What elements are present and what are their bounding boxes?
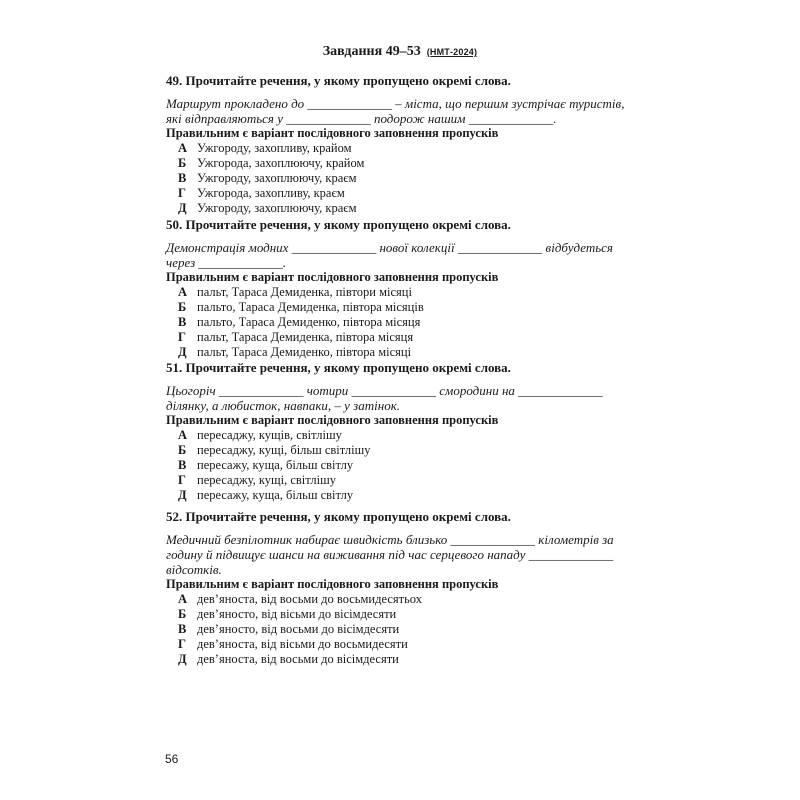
option-v — [178, 171, 626, 186]
option-letter: А — [178, 285, 188, 299]
option-letter: Д — [178, 201, 187, 215]
option-text: Ужгороду, захопливу, крайом — [197, 141, 352, 155]
option-letter: Г — [178, 637, 186, 651]
option-v — [178, 622, 626, 637]
option-v — [178, 458, 626, 473]
task-title: 51. Прочитайте речення, у якому пропущено окремі слова. — [166, 360, 511, 375]
option-h — [178, 637, 626, 652]
task-instruction: Правильним є варіант послідовного заповнення пропусків — [166, 270, 499, 284]
option-h — [178, 473, 626, 488]
option-letter: Д — [178, 345, 187, 359]
option-text: дев’яносто, від вісьми до вісімдесяти — [197, 607, 397, 621]
option-text: дев’яноста, від восьми до вісімдесяти — [197, 652, 399, 666]
options-list — [166, 285, 626, 360]
option-letter: А — [178, 141, 188, 155]
option-text: пальт, Тараса Демиденка, півтора місяця — [197, 330, 414, 344]
option-letter: В — [178, 171, 187, 185]
task-title: 49. Прочитайте речення, у якому пропущено окремі слова. — [166, 73, 511, 88]
option-letter: В — [178, 622, 187, 636]
option-a — [178, 592, 626, 607]
option-text: дев’яносто, від восьми до вісімдесяти — [197, 622, 400, 636]
option-letter: Г — [178, 330, 186, 344]
option-text: дев’яноста, від вісьми до восьмидесяти — [197, 637, 408, 651]
option-text: дев’яноста, від восьми до восьмидесятьох — [197, 592, 422, 606]
option-letter: Г — [178, 186, 186, 200]
option-b — [178, 443, 626, 458]
options-list — [166, 428, 626, 503]
page-title: Завдання 49–53 — [322, 44, 421, 59]
task-title: 50. Прочитайте речення, у якому пропущено окремі слова. — [166, 217, 511, 232]
task-instruction: Правильним є варіант послідовного заповнення пропусків — [166, 413, 499, 427]
options-list — [166, 592, 626, 667]
option-letter: В — [178, 458, 187, 472]
option-d — [178, 652, 626, 667]
option-h — [178, 186, 626, 201]
option-text: пересажу, куща, більш світлу — [197, 488, 354, 502]
option-text: пересажу, куща, більш світлу — [197, 458, 354, 472]
page-header — [0, 44, 800, 60]
option-letter: Б — [178, 156, 187, 170]
option-b — [178, 607, 626, 622]
task-title: 52. Прочитайте речення, у якому пропущено окремі слова. — [166, 509, 511, 524]
option-text: Ужгороду, захоплюючу, краєм — [197, 171, 357, 185]
option-letter: Д — [178, 488, 187, 502]
task-instruction: Правильним є варіант послідовного заповнення пропусків — [166, 577, 499, 591]
option-text: пальт, Тараса Демиденко, півтора місяці — [197, 345, 412, 359]
option-letter: Б — [178, 443, 187, 457]
task-sentence: Маршрут прокладено до _____________ – міста, що першим зустрічає туристів, які відправляються у _____________ подорож нашим _____________. — [166, 96, 625, 126]
options-list — [166, 141, 626, 216]
option-d — [178, 488, 626, 503]
task-50 — [166, 217, 626, 360]
option-letter: Б — [178, 300, 187, 314]
option-text: Ужгорода, захоплюючу, крайом — [197, 156, 365, 170]
task-52 — [166, 509, 626, 667]
option-text: пальт, Тараса Демиденка, півтори місяці — [197, 285, 412, 299]
task-sentence: Цьогоріч _____________ чотири _____________ смородини на _____________ ділянку, а любисток, навпаки, – у затінок. — [166, 383, 603, 413]
option-text: пальто, Тараса Демиденка, півтора місяців — [197, 300, 424, 314]
option-text: пересаджу, кущів, світлішу — [197, 428, 342, 442]
option-letter: Д — [178, 652, 187, 666]
task-instruction: Правильним є варіант послідовного заповнення пропусків — [166, 126, 499, 140]
option-letter: В — [178, 315, 187, 329]
option-v — [178, 315, 626, 330]
option-a — [178, 428, 626, 443]
option-text: Ужгороду, захоплюючу, краєм — [197, 201, 357, 215]
option-a — [178, 285, 626, 300]
option-letter: Б — [178, 607, 187, 621]
option-a — [178, 141, 626, 156]
option-text: пальто, Тараса Демиденко, півтора місяця — [197, 315, 421, 329]
option-h — [178, 330, 626, 345]
option-text: пересаджу, кущі, більш світлішу — [197, 443, 371, 457]
exam-tag: (НМТ-2024) — [426, 47, 478, 57]
option-letter: А — [178, 592, 188, 606]
task-sentence: Медичний безпілотник набирає швидкість близько _____________ кілометрів за годину й підвищує шанси на виживання під час серцевого нападу _____________ відсотків. — [166, 532, 614, 577]
task-51 — [166, 360, 626, 503]
task-49 — [166, 73, 626, 216]
task-sentence: Демонстрація модних _____________ нової колекції _____________ відбудеться через _____________. — [166, 240, 613, 270]
option-text: пересаджу, кущі, світлішу — [197, 473, 336, 487]
page-number: 56 — [165, 752, 179, 766]
option-letter: А — [178, 428, 188, 442]
option-d — [178, 345, 626, 360]
option-b — [178, 156, 626, 171]
option-letter: Г — [178, 473, 186, 487]
option-text: Ужгорода, захопливу, краєм — [197, 186, 345, 200]
option-d — [178, 201, 626, 216]
option-b — [178, 300, 626, 315]
